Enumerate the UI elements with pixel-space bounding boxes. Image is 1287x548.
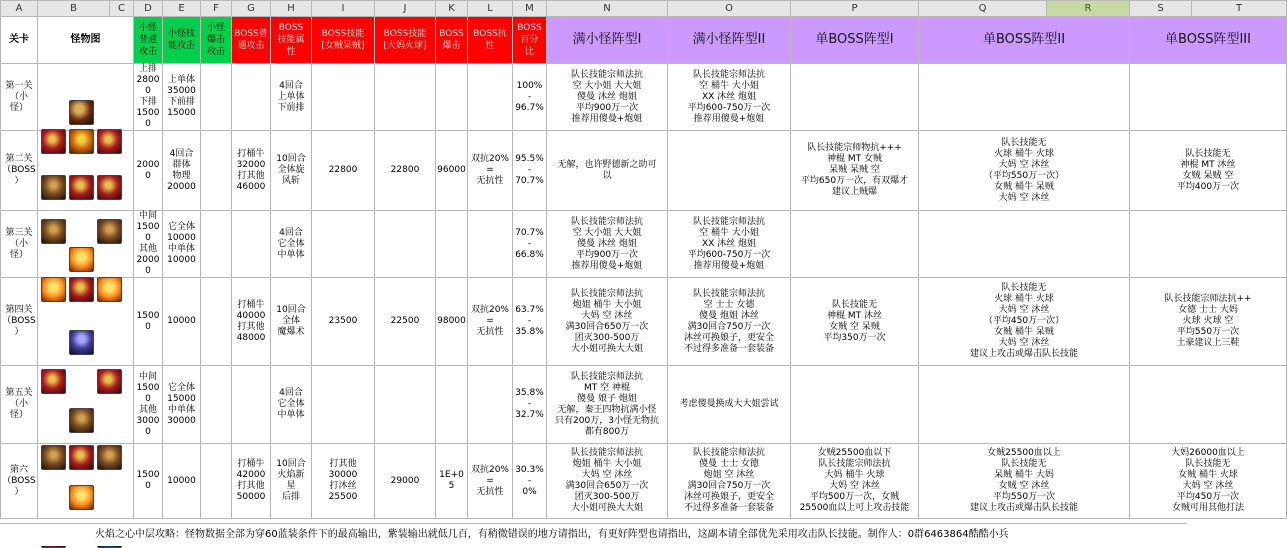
column-header-r[interactable]: R [1047,1,1130,17]
cell-boss-skill-ds[interactable]: 22500 [375,278,436,366]
cell-single-boss-2[interactable] [919,211,1130,278]
cell-single-boss-1[interactable] [791,211,919,278]
cell-boss-percent[interactable]: 30.3% - 0% [513,444,547,519]
cell-boss-normal[interactable]: 打桶牛 32000 打其他 46000 [232,131,271,211]
cell-boss-skill-ma[interactable] [312,366,375,444]
cell-boss-resist[interactable]: 双抗20% = 无抗性 [468,444,513,519]
monster-icon [41,277,66,302]
cell-full-minion-2[interactable] [668,131,791,211]
column-header-h[interactable]: H [271,1,312,17]
cell-minion-skill[interactable]: 上单体 35000 下前排 15000 [163,64,201,131]
cell-boss-percent[interactable]: 95.5% - 70.7% [513,131,547,211]
header-single-boss-2[interactable]: 单BOSS阵型II [919,17,1130,64]
cell-single-boss-1[interactable]: 队长技能宗师物抗+++ 神棍 MT 女贼 呆贼 呆贼 空 平均650万一次，有双爆才 建议上贼爆 [791,131,919,211]
cell-full-minion-2[interactable]: 考虑傻曼换成大大姐尝试 [668,366,791,444]
cell-minion-burst[interactable] [201,366,232,444]
column-header-f[interactable]: F [201,1,232,17]
monster-icon [97,445,122,470]
header-single-boss-3[interactable]: 单BOSS阵型III [1130,17,1287,64]
header-full-minion-1[interactable]: 满小怪阵型I [547,17,668,64]
header-monster-pic[interactable]: 怪物图 [38,17,134,64]
header-minion-skill[interactable]: 小怪技 能攻击 [163,17,201,64]
monster-icon [69,129,94,154]
cell-boss-resist[interactable] [468,64,513,131]
cell-boss-skill-attr[interactable]: 10回合 火焰新 星 后排 [271,444,312,519]
cell-minion-skill[interactable]: 它全体 15000 中单体 30000 [163,366,201,444]
cell-minion-normal[interactable]: 15000 [134,278,163,366]
cell-boss-skill-ma[interactable] [312,211,375,278]
cell-boss-burst[interactable] [436,211,468,278]
cell-full-minion-1[interactable]: 无解，也许野德新之助可 以 [547,131,668,211]
cell-boss-burst[interactable]: 1E+05 [436,444,468,519]
cell-full-minion-1[interactable]: 队长技能宗师法抗 炮姐 桶牛 大小姐 大妈 空 沐丝 满30回合650万一次 团灭300-500万 大小姐可换大大姐 [547,278,668,366]
monster-icon [41,445,66,470]
cell-single-boss-2[interactable]: 队长技能无 火球 桶牛 火球 大妈 空 沐丝 （平均450万一次） 女贼 桶牛 呆贼 大妈 空 沐丝 建议上攻击或爆击队长技能 [919,278,1130,366]
table-row [1,444,1287,519]
cell-boss-skill-ds[interactable] [375,211,436,278]
cell-stage[interactable]: 第四关 （BOSS ） [1,278,38,366]
footer-note[interactable]: 火焰之心中层攻略：怪物数据全部为穿60蓝装条件下的最高输出，紫装输出就低几百，有稍微错误的地方请指出，有更好阵型也请指出，这副本请全部优先采用攻击队长技能。制作人：0群6463864酷酷小兵 [0,523,1186,546]
monster-icon [69,485,94,510]
column-header-l[interactable]: L [468,1,513,17]
monster-image-group[interactable] [38,64,134,131]
column-header-j[interactable]: J [375,1,436,17]
cell-stage[interactable]: 第六 （BOSS ） [1,444,38,519]
monster-icon [41,219,66,244]
cell-boss-burst[interactable]: 98000 [436,278,468,366]
cell-boss-resist[interactable] [468,211,513,278]
header-boss-skill-ma[interactable]: BOSS技能 [女贼呆贼] [312,17,375,64]
header-full-minion-2[interactable]: 满小怪阵型II [668,17,791,64]
column-header-d[interactable]: D [134,1,163,17]
cell-minion-burst[interactable] [201,64,232,131]
column-header-m[interactable]: M [513,1,547,17]
column-header-o[interactable]: O [668,1,791,17]
monster-icon [69,100,94,125]
cell-minion-normal[interactable]: 上排 28000 下排 15000 [134,64,163,131]
column-header-row [1,1,1287,17]
column-header-c[interactable]: C [110,1,134,17]
cell-full-minion-1[interactable]: 队长技能宗师法抗 炮姐 桶牛 大小姐 大妈 空 沐丝 满30回合650万一次 团灭300-500万 大小姐可换大大姐 [547,444,668,519]
cell-minion-skill[interactable]: 10000 [163,278,201,366]
cell-single-boss-1[interactable]: 女贼25500血以下 队长技能宗师法抗 大妈 桶牛 火球 大妈 空 沐丝 平均500万一次，女贼 25500血以上可上攻击技能 [791,444,919,519]
cell-boss-skill-ds[interactable] [375,64,436,131]
cell-full-minion-2[interactable]: 队长技能宗师法抗 空 桶牛 大小姐 XX 沐丝 炮姐 平均600-750万一次 推荐用傻曼+炮姐 [668,64,791,131]
monster-icon [97,219,122,244]
header-boss-skill-attr[interactable]: BOSS 技能属 性 [271,17,312,64]
cell-single-boss-2[interactable] [919,366,1130,444]
cell-full-minion-1[interactable]: 队长技能宗师法抗 MT 空 神棍 傻曼 娘子 炮姐 无解，秦王四物抗满小怪 只有200万，3小怪无物抗 都有800万 [547,366,668,444]
monster-icon [69,445,94,470]
cell-stage[interactable]: 第三关 （小 怪） [1,211,38,278]
column-header-s[interactable]: S [1130,1,1192,17]
cell-single-boss-3[interactable]: 队长技能宗师法抗++ 女德 士士 大妈 火球 火球 空 平均550万一次 土豪建议上三鞋 [1130,278,1287,366]
cell-full-minion-1[interactable]: 队长技能宗师法抗 空 大小姐 大大姐 傻曼 沐丝 炮姐 平均900万一次 推荐用傻曼+炮姐 [547,211,668,278]
cell-single-boss-1[interactable]: 队长技能无 神棍 MT 沐丝 女贼 空 呆贼 平均350万一次 [791,278,919,366]
cell-full-minion-2[interactable]: 队长技能宗师法抗 傻曼 士士 女德 炮姐 空 沐丝 满30回合750万一次 沐丝可换娘子，更安全 不过得多准备一套装备 [668,444,791,519]
cell-boss-skill-ma[interactable]: 22800 [312,131,375,211]
cell-single-boss-1[interactable] [791,366,919,444]
header-boss-resist[interactable]: BOSS抗 性 [468,17,513,64]
cell-boss-skill-ma[interactable]: 23500 [312,278,375,366]
cell-single-boss-2[interactable]: 队长技能无 火球 桶牛 火球 大妈 空 沐丝 （平均550万一次） 女贼 桶牛 呆贼 大妈 空 沐丝 [919,131,1130,211]
cell-boss-normal[interactable]: 打桶牛 40000 打其他 48000 [232,278,271,366]
cell-boss-burst[interactable] [436,64,468,131]
cell-minion-skill[interactable]: 10000 [163,444,201,519]
cell-single-boss-3[interactable]: 大妈26000血以上 队长技能无 女贼 桶牛 火球 大妈 空 沐丝 平均450万一次 女贼可用其他打法 [1130,444,1287,519]
cell-boss-skill-attr[interactable]: 10回合 全体 魔爆术 [271,278,312,366]
cell-single-boss-2[interactable]: 女贼25500血以上 队长技能无 呆贼 桶牛 大妈 女贼 空 沐丝 平均550万一次 建议上攻击或爆击队长技能 [919,444,1130,519]
cell-boss-normal[interactable] [232,366,271,444]
cell-minion-burst[interactable] [201,278,232,366]
cell-boss-skill-attr[interactable]: 10回合 全体旋 风斩 [271,131,312,211]
header-boss-burst[interactable]: BOSS 爆击 [436,17,468,64]
monster-icon [69,175,94,200]
monster-icon [69,247,94,272]
cell-minion-skill[interactable]: 它全体 10000 中单体 10000 [163,211,201,278]
cell-boss-normal[interactable] [232,211,271,278]
cell-boss-percent[interactable]: 35.8% - 32.7% [513,366,547,444]
cell-boss-skill-ds[interactable] [375,366,436,444]
table-row [1,211,1287,278]
monster-icon [97,369,122,394]
cell-single-boss-1[interactable] [791,64,919,131]
column-header-g[interactable]: G [232,1,271,17]
cell-boss-percent[interactable]: 70.7% - 66.8% [513,211,547,278]
table-row [1,278,1287,366]
cell-single-boss-2[interactable] [919,64,1130,131]
header-boss-percent[interactable]: BOSS 百分 比 [513,17,547,64]
table-row [1,366,1287,444]
cell-single-boss-3[interactable] [1130,64,1287,131]
cell-full-minion-2[interactable]: 队长技能宗师法抗 空 桶牛 大小姐 XX 沐丝 炮姐 平均600-750万一次 推荐用傻曼+炮姐 [668,211,791,278]
monster-icon [97,129,122,154]
cell-boss-resist[interactable]: 双抗20% = 无抗性 [468,278,513,366]
monster-icon [69,408,94,433]
cell-single-boss-3[interactable]: 队长技能无 神棍 MT 沐丝 女贼 呆贼 空 平均400万一次 [1130,131,1287,211]
cell-boss-skill-ds[interactable]: 29000 [375,444,436,519]
cell-minion-normal[interactable]: 中间 15000 其他 20000 [134,211,163,278]
header-single-boss-1[interactable]: 单BOSS阵型I [791,17,919,64]
column-header-t[interactable]: T [1192,1,1287,17]
cell-single-boss-3[interactable] [1130,211,1287,278]
column-header-a[interactable]: A [1,1,38,17]
cell-minion-normal[interactable]: 15000 [134,444,163,519]
column-header-k[interactable]: K [436,1,468,17]
table-row [1,64,1287,131]
table-header-row [1,17,1287,64]
column-header-p[interactable]: P [791,1,919,17]
header-boss-skill-ds[interactable]: BOSS技能 [大妈火球] [375,17,436,64]
cell-boss-skill-ma[interactable] [312,64,375,131]
monster-icon [69,330,94,355]
cell-full-minion-1[interactable]: 队长技能宗师法抗 空 大小姐 大大姐 傻曼 沐丝 炮姐 平均900万一次 推荐用傻曼+炮姐 [547,64,668,131]
cell-stage[interactable]: 第一关 （小 怪） [1,64,38,131]
cell-minion-normal[interactable]: 中间 15000 其他 30000 [134,366,163,444]
cell-boss-percent[interactable]: 100% - 96.7% [513,64,547,131]
monster-icon [41,175,66,200]
header-minion-burst[interactable]: 小怪 爆击 攻击 [201,17,232,64]
monster-icon [97,277,122,302]
cell-boss-resist[interactable] [468,366,513,444]
cell-minion-normal[interactable]: 20000 [134,131,163,211]
cell-boss-skill-attr[interactable]: 4回合 它全体 中单体 [271,211,312,278]
monster-icon [69,277,94,302]
cell-boss-skill-attr[interactable]: 4回合 它全体 中单体 [271,366,312,444]
cell-single-boss-3[interactable] [1130,366,1287,444]
cell-boss-skill-attr[interactable]: 4回合 上单体 下前排 [271,64,312,131]
cell-boss-percent[interactable]: 63.7% - 35.8% [513,278,547,366]
cell-stage[interactable]: 第二关 （BOSS ） [1,131,38,211]
column-header-i[interactable]: I [312,1,375,17]
column-header-b[interactable]: B [38,1,110,17]
cell-boss-burst[interactable]: 96000 [436,131,468,211]
monster-icon [41,129,66,154]
header-stage[interactable]: 关卡 [1,17,38,64]
header-boss-normal[interactable]: BOSS普 通攻击 [232,17,271,64]
monster-icon [41,369,66,394]
cell-boss-skill-ma[interactable]: 打其他 30000 打沐丝 25500 [312,444,375,519]
cell-stage[interactable]: 第五关 （小 怪） [1,366,38,444]
cell-boss-normal[interactable] [232,64,271,131]
column-header-e[interactable]: E [163,1,201,17]
cell-minion-skill[interactable]: 4回合 群体 物理 20000 [163,131,201,211]
cell-minion-burst[interactable] [201,211,232,278]
cell-boss-normal[interactable]: 打桶牛 42000 打其他 50000 [232,444,271,519]
column-header-q[interactable]: Q [919,1,1047,17]
monster-icon [97,175,122,200]
cell-minion-burst[interactable] [201,444,232,519]
cell-boss-skill-ds[interactable]: 22800 [375,131,436,211]
cell-boss-burst[interactable] [436,366,468,444]
cell-boss-resist[interactable]: 双抗20% = 无抗性 [468,131,513,211]
table-row [1,131,1287,211]
header-minion-normal[interactable]: 小怪 普通 攻击 [134,17,163,64]
column-header-n[interactable]: N [547,1,668,17]
cell-full-minion-2[interactable]: 队长技能宗师法抗 空 士士 女德 傻曼 炮姐 沐丝 满30回合750万一次 沐丝可换娘子，更安全 不过得多准备一套装备 [668,278,791,366]
cell-minion-burst[interactable] [201,131,232,211]
